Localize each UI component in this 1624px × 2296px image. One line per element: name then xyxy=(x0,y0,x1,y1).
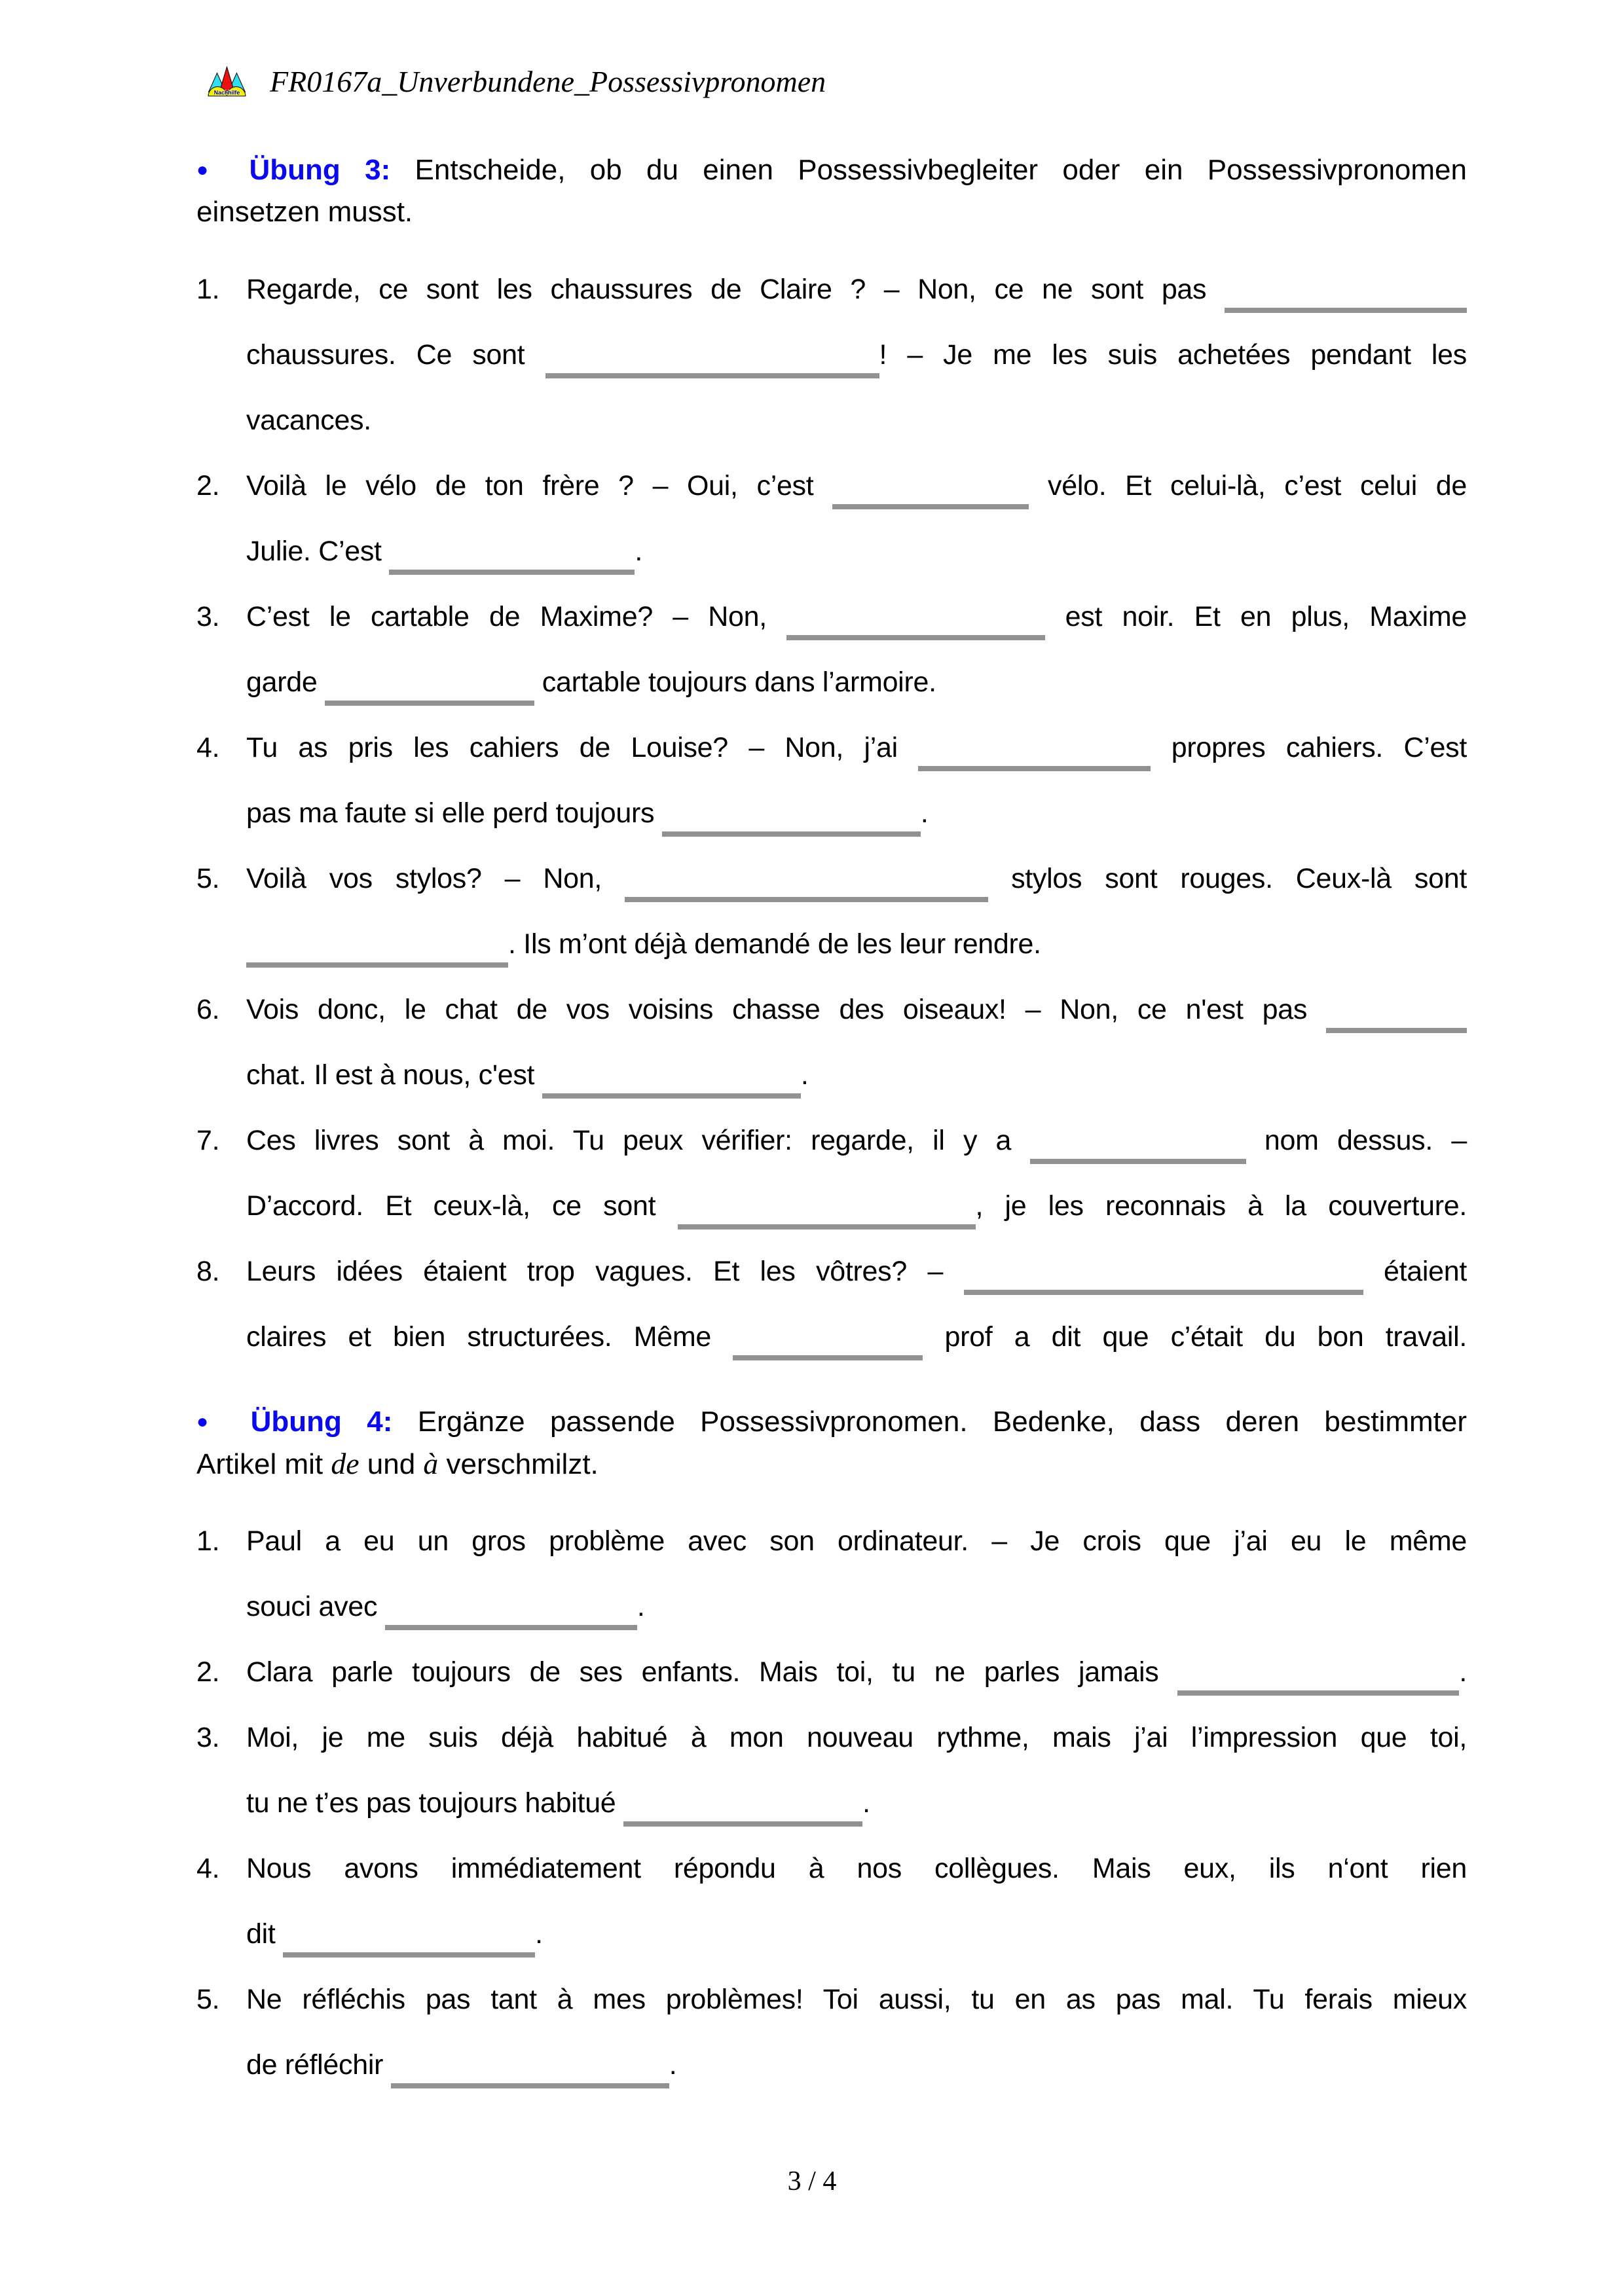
item-first-line: 8. Leurs idées étaient trop vagues. Et les vôtres? – étaient xyxy=(196,1239,1467,1304)
blank-line xyxy=(389,562,635,575)
item-line: souci avec . xyxy=(196,1574,1467,1639)
item-number: 8. xyxy=(196,1256,220,1287)
page-header xyxy=(207,63,826,100)
item-number: 6. xyxy=(196,994,220,1025)
item-line: pas ma faute si elle perd toujours . xyxy=(196,780,1467,846)
page-number: 3 / 4 xyxy=(787,2166,837,2196)
content xyxy=(196,149,1467,2098)
item-line: garde cartable toujours dans l’armoire. xyxy=(196,649,1467,715)
blank-line xyxy=(325,693,534,706)
item-first-line: 2. Clara parle toujours de ses enfants. Mais toi, tu ne parles jamais . xyxy=(196,1639,1467,1705)
italic-word: à xyxy=(423,1447,439,1480)
item-first-line: 3. Moi, je me suis déjà habitué à mon nouveau rythme, mais j’ai l’impression que toi, xyxy=(196,1705,1467,1770)
blank-line xyxy=(391,2075,669,2088)
item-line: claires et bien structurées. Même prof a dit que c’était du bon travail. xyxy=(196,1304,1467,1370)
exercise-items-uebung3 xyxy=(196,257,1467,1370)
heading-line: ● Übung 3: Entscheide, ob du einen Possessivbegleiter oder ein Possessivpronomen xyxy=(196,154,1467,186)
blank-line xyxy=(625,889,988,902)
blank-line xyxy=(678,1216,976,1230)
blank-line xyxy=(918,758,1151,771)
item-first-line: 4. Tu as pris les cahiers de Louise? – Non, j’ai propres cahiers. C’est xyxy=(196,715,1467,780)
item-number: 2. xyxy=(196,470,220,501)
exercise-label: Übung 3: xyxy=(249,154,391,186)
italic-word: de xyxy=(331,1447,360,1480)
bullet-icon: ● xyxy=(196,159,225,181)
logo-text: Nachhilfe xyxy=(213,89,240,96)
page-footer xyxy=(0,2166,1624,2197)
item-line: chat. Il est à nous, c'est . xyxy=(196,1042,1467,1108)
item-line: . Ils m’ont déjà demandé de les leur rendre. xyxy=(196,911,1467,977)
item-first-line: 1. Regarde, ce sont les chaussures de Claire ? – Non, ce ne sont pas xyxy=(196,257,1467,322)
heading-line: Artikel mit de und à verschmilzt. xyxy=(196,1447,599,1480)
blank-line xyxy=(1030,1151,1246,1164)
item-number: 4. xyxy=(196,1853,220,1884)
item-number: 1. xyxy=(196,1525,220,1557)
item-line: Julie. C’est . xyxy=(196,519,1467,584)
nachhilfe-logo xyxy=(207,63,248,100)
item-first-line: 6. Vois donc, le chat de vos voisins chasse des oiseaux! – Non, ce n'est pas xyxy=(196,977,1467,1042)
item-line: dit . xyxy=(196,1901,1467,1967)
item-number: 2. xyxy=(196,1656,220,1688)
bullet-icon: ● xyxy=(196,1411,226,1432)
exercise-label: Übung 4: xyxy=(250,1406,393,1438)
item-first-line: 5. Voilà vos stylos? – Non, stylos sont rouges. Ceux-là sont xyxy=(196,846,1467,911)
item-first-line: 5. Ne réfléchis pas tant à mes problèmes! Toi aussi, tu en as pas mal. Tu ferais mieux xyxy=(196,1967,1467,2032)
item-number: 1. xyxy=(196,274,220,305)
item-line: tu ne t’es pas toujours habitué . xyxy=(196,1770,1467,1836)
item-first-line: 4. Nous avons immédiatement répondu à nos collègues. Mais eux, ils n‘ont rien xyxy=(196,1836,1467,1901)
blank-line xyxy=(1225,300,1467,313)
blank-line xyxy=(964,1282,1363,1295)
heading-line: einsetzen musst. xyxy=(196,196,413,228)
item-first-line: 3. C’est le cartable de Maxime? – Non, est noir. Et en plus, Maxime xyxy=(196,584,1467,649)
blank-line xyxy=(246,955,508,968)
blank-line xyxy=(786,627,1045,640)
exercise-heading-uebung4 xyxy=(196,1401,1467,1485)
exercise-heading-uebung3 xyxy=(196,149,1467,233)
blank-line xyxy=(542,1085,801,1099)
logo-center-peak xyxy=(220,67,234,90)
blank-line xyxy=(1177,1683,1459,1696)
item-number: 7. xyxy=(196,1125,220,1156)
item-number: 3. xyxy=(196,601,220,632)
blank-line xyxy=(1326,1020,1467,1033)
blank-line xyxy=(385,1617,637,1630)
item-line: vacances. xyxy=(246,405,371,436)
blank-line xyxy=(662,824,921,837)
blank-line xyxy=(733,1347,923,1360)
heading-line: ● Übung 4: Ergänze passende Possessivpronomen. Bedenke, dass deren bestimmter xyxy=(196,1406,1467,1438)
item-first-line: 1. Paul a eu un gros problème avec son ordinateur. – Je crois que j’ai eu le même xyxy=(196,1508,1467,1574)
blank-line xyxy=(623,1813,862,1827)
item-number: 4. xyxy=(196,732,220,763)
blank-line xyxy=(545,365,879,378)
item-line: de réfléchir . xyxy=(196,2032,1467,2098)
item-number: 5. xyxy=(196,863,220,894)
exercise-items-uebung4 xyxy=(196,1508,1467,2098)
item-number: 3. xyxy=(196,1722,220,1753)
blank-line xyxy=(283,1944,535,1958)
blank-line xyxy=(832,496,1029,509)
item-line: D’accord. Et ceux-là, ce sont , je les reconnais à la couverture. xyxy=(196,1173,1467,1239)
item-line: chaussures. Ce sont ! – Je me les suis achetées pendant les xyxy=(196,322,1467,388)
item-first-line: 7. Ces livres sont à moi. Tu peux vérifier: regarde, il y a nom dessus. – xyxy=(196,1108,1467,1173)
item-number: 5. xyxy=(196,1984,220,2015)
document-title: FR0167a_Unverbundene_Possessivpronomen xyxy=(270,64,826,98)
item-first-line: 2. Voilà le vélo de ton frère ? – Oui, c’est vélo. Et celui-là, c’est celui de xyxy=(196,453,1467,519)
